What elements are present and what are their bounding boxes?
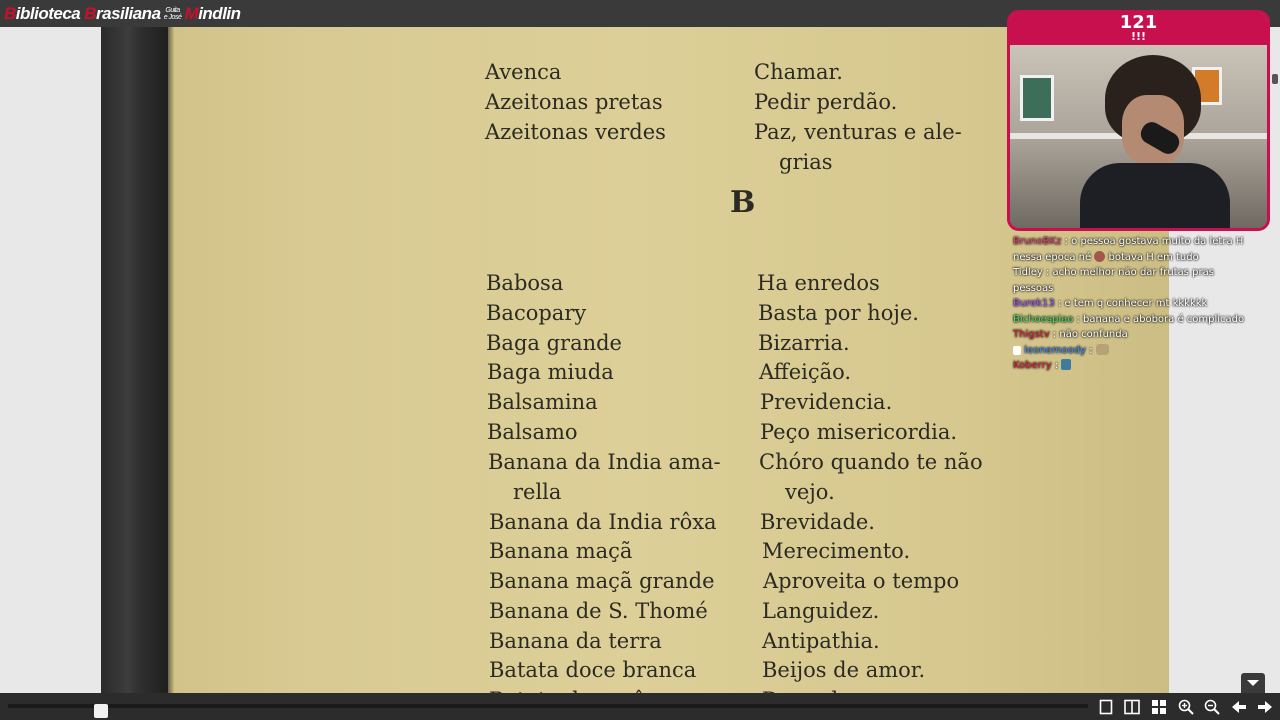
chat-username: Bichoespiao	[1013, 313, 1074, 325]
page-slider-handle[interactable]	[94, 704, 108, 718]
entry-meaning: Previdencia.	[760, 390, 893, 414]
entry-plant: Banana da India ama-	[488, 450, 721, 474]
entry-meaning: Antipathia.	[762, 629, 880, 653]
logo-word-biblioteca: Biblioteca	[4, 4, 81, 23]
vertical-scrollbar[interactable]	[1270, 27, 1280, 693]
chat-username: leonemoody	[1024, 344, 1086, 356]
streamer-body	[1080, 163, 1230, 231]
chat-username: Tidley	[1013, 267, 1043, 278]
webcam-overlay	[1007, 10, 1270, 231]
single-page-icon[interactable]	[1098, 699, 1114, 715]
entry-meaning: Pedir perdão.	[754, 90, 898, 114]
chat-message	[1013, 343, 1253, 359]
entry-plant: Balsamo	[487, 420, 578, 444]
entry-plant: Banana maçã grande	[489, 569, 715, 593]
entry-meaning: Bizarria.	[758, 331, 850, 355]
grid-view-icon[interactable]	[1151, 699, 1167, 715]
section-letter: B	[730, 185, 756, 220]
entry-plant: Banana da India rôxa	[489, 510, 717, 534]
chat-username: Burek13	[1013, 298, 1055, 309]
page-edge	[168, 27, 174, 693]
entry-plant: Batata doce branca	[489, 658, 697, 682]
entry-plant: Banana de S. Thomé	[489, 599, 708, 623]
chat-text: : o pessoa gostava muito da letra H nessa epoca né	[1013, 236, 1244, 263]
scrollbar-thumb[interactable]	[1272, 74, 1278, 84]
scroll-down-button[interactable]	[1241, 673, 1265, 693]
entry-meaning: Chóro quando te não	[759, 450, 983, 474]
wall-frame	[1020, 75, 1054, 121]
viewer-count-suffix: !!!	[1130, 30, 1147, 43]
chat-message	[1013, 265, 1253, 296]
emote-icon	[1061, 359, 1071, 370]
chat-text: : e tem q conhecer mt kkkkkk	[1054, 298, 1208, 309]
entry-meaning: Affeição.	[759, 360, 852, 384]
emote-icon	[1094, 251, 1105, 262]
entry-meaning: Ha enredos	[757, 271, 880, 295]
entry-plant: Baga miuda	[487, 360, 614, 384]
entry-meaning: Paz, venturas e ale-	[754, 120, 962, 144]
entry-plant: Banana da terra	[489, 629, 662, 653]
entry-plant: Babosa	[486, 271, 564, 295]
logo-word-brasiliana: Brasiliana	[84, 4, 161, 23]
chat-message	[1013, 327, 1253, 343]
previous-page-icon[interactable]	[1231, 699, 1247, 715]
next-page-icon[interactable]	[1257, 699, 1273, 715]
entry-meaning: Chamar.	[754, 60, 843, 84]
entry-meaning: Languidez.	[762, 599, 880, 623]
entry-plant: Banana maçã	[489, 539, 633, 563]
viewer-toolbar	[0, 693, 1280, 720]
page-slider-track[interactable]	[8, 704, 1088, 708]
chat-text: botava H em tudo	[1105, 251, 1199, 263]
chat-text: :	[1085, 344, 1096, 356]
entry-plant: rella	[513, 480, 562, 504]
entry-meaning: Peço misericordia.	[760, 420, 958, 444]
chat-text: :	[1051, 360, 1062, 371]
entry-plant: Azeitonas pretas	[485, 90, 663, 114]
zoom-in-icon[interactable]	[1178, 699, 1194, 715]
chat-text: : não confunda	[1049, 329, 1128, 340]
chat-text: : banana e abobora é complicado	[1073, 313, 1245, 325]
chat-message	[1013, 234, 1253, 265]
chat-message	[1013, 358, 1253, 374]
entry-meaning: grias	[779, 150, 833, 174]
entry-meaning: Aproveita o tempo	[763, 569, 960, 593]
chat-username: BrunoBKz	[1013, 236, 1062, 247]
chat-overlay	[1013, 234, 1253, 374]
chat-message	[1013, 312, 1253, 328]
logo-small-text: Guita e José	[163, 7, 182, 21]
emote-icon	[1096, 344, 1109, 355]
entry-plant: Azeitonas verdes	[485, 120, 666, 144]
zoom-out-icon[interactable]	[1204, 699, 1220, 715]
entry-plant: Balsamina	[487, 390, 598, 414]
logo-word-mindlin: Mindlin	[184, 4, 241, 23]
chevron-down-icon	[1246, 678, 1260, 688]
entry-meaning: Basta por hoje.	[758, 301, 919, 325]
chat-text: : acho melhor não dar frutas pras pessoas	[1013, 267, 1214, 294]
entry-meaning: Brevidade.	[760, 510, 875, 534]
chat-username: Koberry	[1013, 360, 1052, 371]
entry-plant: Baga grande	[486, 331, 622, 355]
entry-plant: Bacopary	[486, 301, 587, 325]
entry-meaning: vejo.	[785, 480, 835, 504]
viewer-count-bar	[1010, 13, 1267, 45]
webcam-video	[1010, 45, 1267, 231]
book-spine	[101, 27, 168, 693]
site-logo[interactable]	[4, 3, 241, 25]
entry-meaning: Merecimento.	[762, 539, 911, 563]
badge-icon	[1013, 346, 1021, 355]
entry-plant: Avenca	[485, 60, 562, 84]
viewer-count: 121	[1119, 12, 1158, 33]
chat-message	[1013, 296, 1253, 312]
double-page-icon[interactable]	[1124, 699, 1140, 715]
entry-meaning: Beijos de amor.	[762, 658, 926, 682]
chat-username: Thigstv	[1013, 329, 1050, 340]
